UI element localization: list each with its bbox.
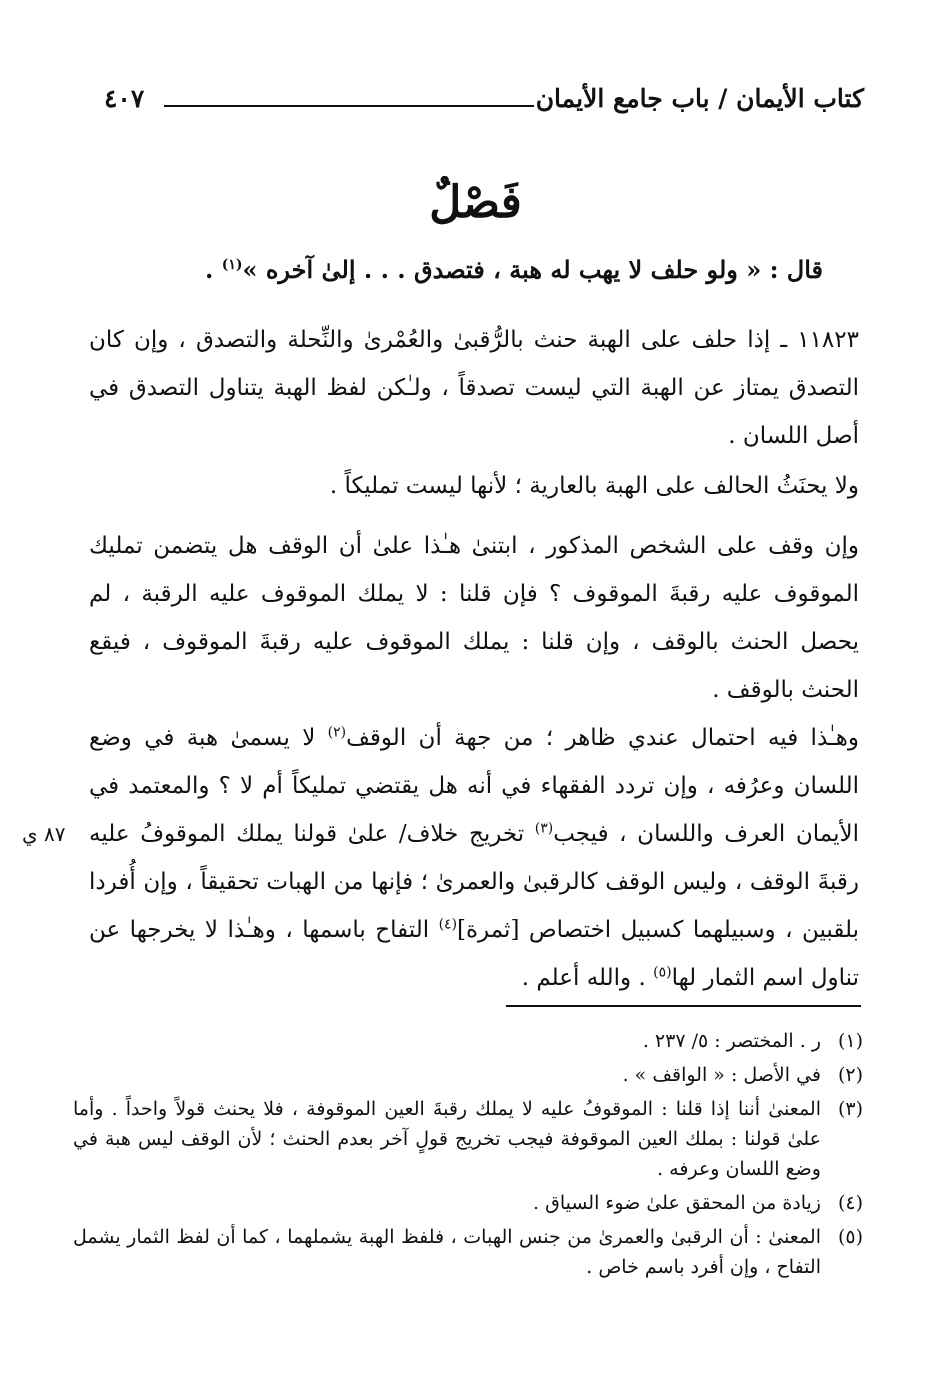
paragraph-4-part: وهـٰذا فيه احتمال عندي ظاهر ؛ من جهة أن الوقف: [346, 725, 859, 751]
manuscript-margin-note: ٨٧ ي: [22, 822, 66, 846]
footnote-number: (٥): [837, 1226, 863, 1248]
paragraph-2: ولا يحنَثُ الحالف على الهبة بالعارية ؛ لأنها ليست تمليكاً .: [329, 473, 859, 499]
paragraph-4-part: تخريج خلاف/ علىٰ قولنا يملك الموقوفُ عليه رقبةَ الوقف ، وليس الوقف كالرقبىٰ والعمرىٰ ؛ فإنها من الهبات تحقيقاً ، وإن أُفردا بلقبين ، وسبيلهما كسبيل اختصاص [ثمرة]: [89, 821, 859, 943]
footnote-ref: (٢): [327, 724, 347, 741]
header-rule: [164, 105, 534, 107]
footnote-number: (٢): [837, 1064, 863, 1086]
paragraph-3: وإن وقف على الشخص المذكور ، ابتنىٰ هـٰذا علىٰ أن الوقف هل يتضمن تمليك الموقوف عليه رقبةَ الموقوف ؟ فإن قلنا : لا يملك الموقوف عليه الرقبة ، لم يحصل الحنث بالوقف ، وإن قلنا : يملك الموقوف عليه رقبةَ الموقوف ، فيقع الحنث بالوقف .: [89, 533, 859, 703]
quote-end: .: [205, 255, 222, 284]
paragraph-4-part: . والله أعلم .: [521, 965, 654, 991]
footnote-separator: [506, 1005, 861, 1007]
paragraph-4-part: لا يسمىٰ هبة في وضع اللسان وعرُفه ، وإن تردد الفقهاء في أنه هل يقتضي تمليكاً أم لا ؟ والمعتمد في الأيمان العرف واللسان ، فيجب: [89, 725, 860, 847]
footnote-text: في الأصل : « الواقف » .: [622, 1064, 821, 1086]
header-title: كتاب الأيمان / باب جامع الأيمان: [535, 84, 864, 113]
page-number: ٤٠٧: [104, 84, 145, 113]
footnote: [73, 1026, 863, 1056]
section-heading: فَصْلٌ: [429, 177, 522, 228]
footnote: [73, 1222, 863, 1282]
footnote-ref: (٥): [653, 964, 672, 981]
footnote-text: المعنىٰ أننا إذا قلنا : الموقوفُ عليه لا يملك رقبةَ العين الموقوفة ، فلا يحنث قولاً واحداً . وأما علىٰ قولنا : بملك العين الموقوفة فيجب تخريج قولٍ آخر بعدم الحنث ؛ لأن الوقف ليس هبة في وضع اللسان وعرفه .: [73, 1098, 821, 1180]
footnote-text: زيادة من المحقق علىٰ ضوء السياق .: [533, 1192, 821, 1214]
quoted-text: [103, 250, 823, 290]
footnote-number: (٤): [837, 1192, 863, 1214]
paragraph-1: ١١٨٢٣ ـ إذا حلف على الهبة حنث بالرُّقبىٰ والعُمْرىٰ والنِّحلة والتصدق ، وإن كان التصدق يمتاز عن الهبة التي ليست تصدقاً ، ولـٰكن لفظ الهبة يتناول التصدق في أصل اللسان .: [89, 327, 859, 449]
running-header: [104, 84, 864, 120]
footnote-ref: (٤): [438, 916, 458, 933]
footnote-text: ر . المختصر : ٥/ ٢٣٧ .: [642, 1030, 821, 1052]
footnote-ref: (١): [221, 257, 243, 273]
footnote: [73, 1094, 863, 1184]
footnotes: [73, 1026, 863, 1286]
footnote-text: المعنىٰ : أن الرقبىٰ والعمرىٰ من جنس الهبات ، فلفظ الهبة يشملهما ، كما أن لفظ الثمار يشمل التفاح ، وإن أفرد باسم خاص .: [73, 1226, 821, 1278]
footnote-ref: (٣): [534, 820, 554, 837]
footnote: [73, 1060, 863, 1090]
quote-text: قال : « ولو حلف لا يهب له هبة ، فتصدق . . . إلىٰ آخره »: [242, 255, 823, 284]
paragraph-4: [89, 714, 859, 1002]
footnote: [73, 1188, 863, 1218]
paragraph-4-part: التفاح باسمها ، وهـٰذا لا يخرجها عن تناول اسم الثمار لها: [89, 917, 859, 991]
footnote-number: (٣): [837, 1098, 863, 1120]
footnote-number: (١): [837, 1030, 863, 1052]
